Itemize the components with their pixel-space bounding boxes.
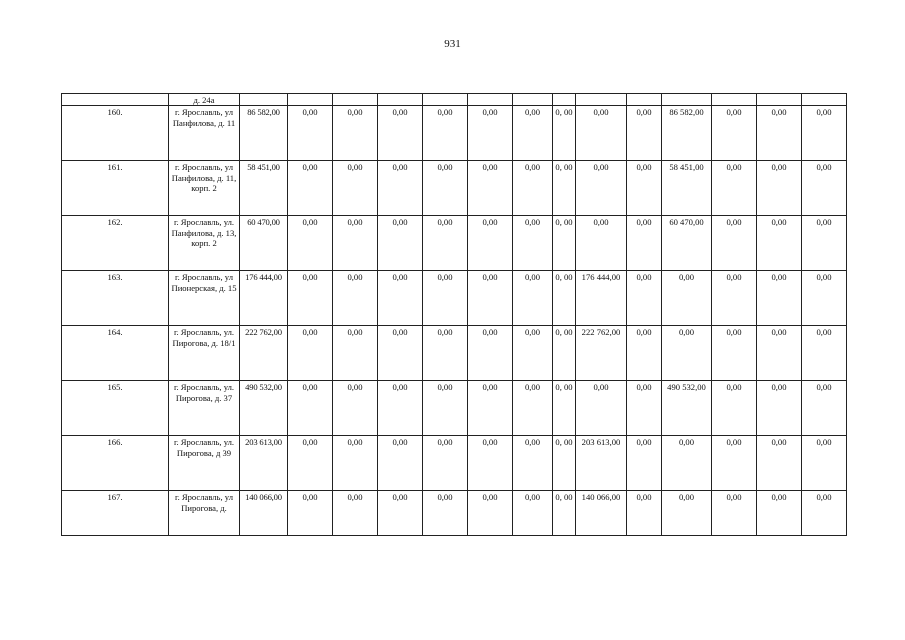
value-cell: 0,00: [513, 106, 553, 161]
value-cell: 0,00: [333, 436, 378, 491]
narrow-value-cell: 0, 00: [553, 491, 576, 536]
value-cell: 140 066,00: [576, 491, 627, 536]
value-cell: 0,00: [333, 326, 378, 381]
address-cell: г. Ярославль, ул. Пирогова, д. 37: [169, 381, 240, 436]
value-cell: 0,00: [333, 161, 378, 216]
value-cell: 0,00: [627, 381, 662, 436]
total-cell: 203 613,00: [240, 436, 288, 491]
value-cell: 0,00: [802, 216, 847, 271]
narrow-value-cell: 0, 00: [553, 381, 576, 436]
value-cell: 0,00: [423, 381, 468, 436]
value-cell: 0,00: [757, 216, 802, 271]
value-cell: 0,00: [423, 161, 468, 216]
value-cell: 0,00: [802, 326, 847, 381]
value-cell: 0,00: [757, 106, 802, 161]
value-cell: 0,00: [288, 106, 333, 161]
value-cell: 0,00: [712, 161, 757, 216]
value-cell: 0,00: [513, 271, 553, 326]
value-cell: 0,00: [468, 271, 513, 326]
value-cell: 0,00: [802, 491, 847, 536]
value-cell: 0,00: [468, 216, 513, 271]
value-cell: 0,00: [378, 216, 423, 271]
narrow-value-cell: 0, 00: [553, 216, 576, 271]
value-cell: 0,00: [378, 161, 423, 216]
total-cell: 58 451,00: [240, 161, 288, 216]
value-cell: 203 613,00: [576, 436, 627, 491]
narrow-value-cell: 0, 00: [553, 161, 576, 216]
value-cell: 0,00: [712, 216, 757, 271]
narrow-value-cell: 0, 00: [553, 106, 576, 161]
value-cell: 0,00: [378, 271, 423, 326]
value-cell: 0,00: [627, 216, 662, 271]
data-table: [61, 93, 847, 536]
value-cell: 0,00: [627, 436, 662, 491]
value-cell: 0,00: [513, 381, 553, 436]
value-cell: 0,00: [288, 216, 333, 271]
address-cell: г. Ярославль, ул. Панфилова, д. 13, корп. 2: [169, 216, 240, 271]
value-cell: 0,00: [757, 381, 802, 436]
value-cell: 0,00: [802, 161, 847, 216]
value-cell: 0,00: [757, 436, 802, 491]
address-cell: г. Ярославль, ул. Пирогова, д 39: [169, 436, 240, 491]
value-cell: 0,00: [712, 381, 757, 436]
value-cell: 0,00: [662, 326, 712, 381]
table-row: [62, 271, 847, 326]
value-cell: 0,00: [333, 381, 378, 436]
value-cell: 0,00: [662, 271, 712, 326]
value-cell: 0,00: [513, 216, 553, 271]
row-number-cell: 166.: [62, 436, 169, 491]
value-cell: 0,00: [576, 106, 627, 161]
value-cell: 0,00: [378, 436, 423, 491]
value-cell: 0,00: [288, 271, 333, 326]
value-cell: 0,00: [423, 271, 468, 326]
value-cell: 0,00: [627, 491, 662, 536]
value-cell: 0,00: [576, 381, 627, 436]
value-cell: 0,00: [468, 436, 513, 491]
narrow-value-cell: 0, 00: [553, 436, 576, 491]
narrow-value-cell: 0, 00: [553, 271, 576, 326]
value-cell: 60 470,00: [662, 216, 712, 271]
total-cell: 86 582,00: [240, 106, 288, 161]
value-cell: 0,00: [288, 326, 333, 381]
address-cell: г. Ярославль, ул Пионерская, д. 15: [169, 271, 240, 326]
value-cell: 0,00: [378, 326, 423, 381]
value-cell: 0,00: [757, 271, 802, 326]
value-cell: 0,00: [423, 436, 468, 491]
value-cell: 0,00: [423, 106, 468, 161]
value-cell: 0,00: [712, 436, 757, 491]
total-cell: 222 762,00: [240, 326, 288, 381]
value-cell: 490 532,00: [662, 381, 712, 436]
value-cell: 0,00: [757, 491, 802, 536]
value-cell: 0,00: [288, 436, 333, 491]
table-row: [62, 106, 847, 161]
address-cell: д. 24а: [169, 94, 240, 106]
value-cell: 0,00: [627, 326, 662, 381]
total-cell: 176 444,00: [240, 271, 288, 326]
value-cell: 0,00: [576, 216, 627, 271]
value-cell: 0,00: [757, 326, 802, 381]
table-row: [62, 161, 847, 216]
value-cell: 0,00: [378, 106, 423, 161]
value-cell: 0,00: [423, 491, 468, 536]
value-cell: 0,00: [802, 106, 847, 161]
table-row: [62, 491, 847, 536]
value-cell: 0,00: [333, 491, 378, 536]
value-cell: 0,00: [712, 491, 757, 536]
address-cell: г. Ярославль, ул Панфилова, д. 11, корп. 2: [169, 161, 240, 216]
value-cell: 0,00: [802, 381, 847, 436]
value-cell: 0,00: [576, 161, 627, 216]
total-cell: 60 470,00: [240, 216, 288, 271]
value-cell: 0,00: [468, 381, 513, 436]
value-cell: 222 762,00: [576, 326, 627, 381]
row-number-cell: 164.: [62, 326, 169, 381]
value-cell: 0,00: [513, 161, 553, 216]
value-cell: 0,00: [468, 491, 513, 536]
value-cell: 0,00: [627, 161, 662, 216]
value-cell: 86 582,00: [662, 106, 712, 161]
value-cell: 0,00: [712, 271, 757, 326]
row-number-cell: 160.: [62, 106, 169, 161]
table-row: [62, 326, 847, 381]
value-cell: 0,00: [513, 436, 553, 491]
value-cell: 0,00: [712, 106, 757, 161]
total-cell: 140 066,00: [240, 491, 288, 536]
continuation-row: [62, 94, 847, 106]
value-cell: 0,00: [288, 161, 333, 216]
value-cell: 0,00: [802, 271, 847, 326]
value-cell: 0,00: [468, 161, 513, 216]
value-cell: 0,00: [468, 326, 513, 381]
value-cell: 0,00: [662, 491, 712, 536]
value-cell: 0,00: [423, 216, 468, 271]
value-cell: 58 451,00: [662, 161, 712, 216]
narrow-value-cell: 0, 00: [553, 326, 576, 381]
value-cell: 0,00: [757, 161, 802, 216]
value-cell: 0,00: [513, 491, 553, 536]
total-cell: 490 532,00: [240, 381, 288, 436]
value-cell: 0,00: [627, 106, 662, 161]
value-cell: 176 444,00: [576, 271, 627, 326]
row-number-cell: 162.: [62, 216, 169, 271]
value-cell: 0,00: [378, 491, 423, 536]
page-number: 931: [444, 38, 461, 50]
value-cell: 0,00: [333, 271, 378, 326]
row-number-cell: 165.: [62, 381, 169, 436]
table-row: [62, 381, 847, 436]
value-cell: 0,00: [288, 491, 333, 536]
value-cell: 0,00: [333, 216, 378, 271]
value-cell: 0,00: [423, 326, 468, 381]
address-cell: г. Ярославль, ул. Пирогова, д. 18/1: [169, 326, 240, 381]
value-cell: 0,00: [288, 381, 333, 436]
address-cell: г. Ярославль, ул Панфилова, д. 11: [169, 106, 240, 161]
value-cell: 0,00: [468, 106, 513, 161]
address-cell: г. Ярославль, ул Пирогова, д.: [169, 491, 240, 536]
table-row: [62, 436, 847, 491]
value-cell: 0,00: [712, 326, 757, 381]
value-cell: 0,00: [513, 326, 553, 381]
row-number-cell: 167.: [62, 491, 169, 536]
value-cell: 0,00: [802, 436, 847, 491]
value-cell: 0,00: [662, 436, 712, 491]
value-cell: 0,00: [378, 381, 423, 436]
row-number-cell: 163.: [62, 271, 169, 326]
row-number-cell: 161.: [62, 161, 169, 216]
value-cell: 0,00: [627, 271, 662, 326]
value-cell: 0,00: [333, 106, 378, 161]
table-row: [62, 216, 847, 271]
